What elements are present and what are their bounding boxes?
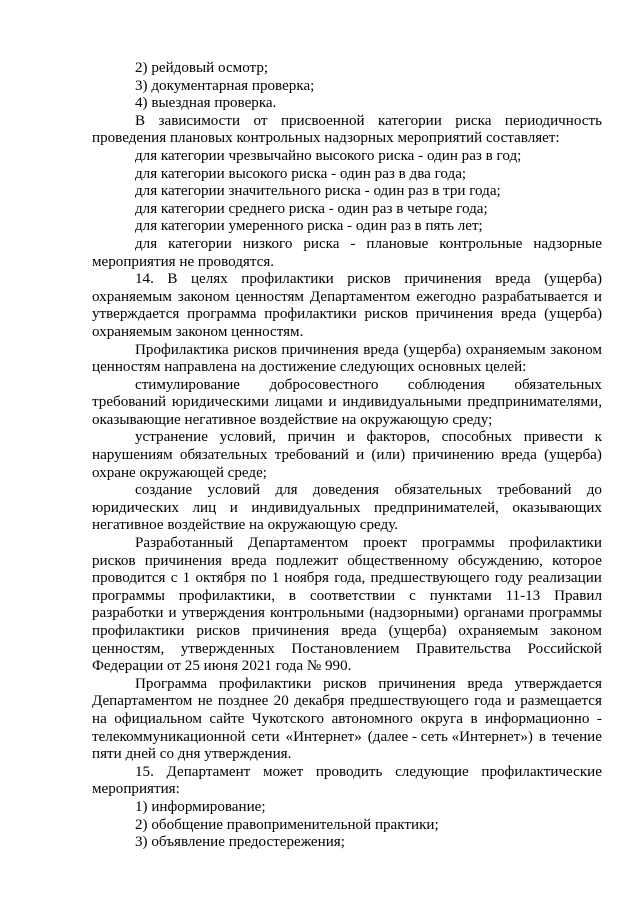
line-text: для категории среднего риска - один раз в четыре года;: [135, 200, 488, 217]
word: вреда: [501, 447, 537, 464]
word: декабря: [294, 693, 345, 710]
text-line: [92, 746, 602, 764]
word: следующие: [395, 763, 469, 780]
word: (ущерба): [544, 306, 602, 323]
word: пунктами: [429, 587, 492, 604]
word: 1: [271, 570, 280, 587]
word: году: [494, 570, 523, 587]
word: с: [170, 570, 178, 587]
word: и: [328, 394, 337, 411]
word: утверждается: [92, 306, 180, 323]
word: предпринимателями,: [467, 394, 602, 411]
word: добросовестного: [269, 376, 379, 393]
word: вреда: [363, 341, 399, 358]
word: разрабатывается: [482, 288, 588, 305]
line-text: мероприятия:: [92, 781, 180, 798]
word: оказывающих: [512, 499, 602, 516]
word: рисков: [323, 675, 367, 692]
word: стимулирование: [135, 376, 240, 393]
line-text: ценностям направлена на достижение следующих основных целей:: [92, 359, 527, 376]
word: (или): [371, 447, 406, 464]
word: официальном: [114, 710, 202, 727]
word: утвержденных: [180, 640, 275, 657]
text-line: [92, 218, 602, 236]
word: устранение: [135, 429, 208, 446]
word: ежегодно: [416, 288, 477, 305]
line-text: для категории значительного риска - один раз в три года;: [135, 183, 501, 200]
word: Разработанный: [135, 535, 234, 552]
text-line: [92, 78, 602, 96]
text-line: [92, 447, 602, 465]
word: Российской: [527, 640, 602, 657]
word: для: [275, 482, 298, 499]
word: вреда: [341, 623, 377, 639]
word: охраняемым: [458, 623, 539, 639]
word: профилактические: [481, 763, 602, 780]
word: проект: [363, 535, 407, 552]
line-text: Федерации от 25 июня 2021 года № 990.: [92, 658, 352, 675]
text-line: [92, 254, 602, 272]
word: Департаментом: [309, 288, 411, 305]
line-text: 2) обобщение правоприменительной практики;: [135, 816, 439, 833]
word: Программа: [135, 675, 208, 692]
line-text: мероприятия не проводятся.: [92, 253, 275, 270]
word: программа: [187, 306, 257, 323]
word: причинения: [378, 675, 456, 692]
word: в: [470, 710, 478, 727]
word: общественному: [347, 552, 449, 569]
word: предпринимателей,: [374, 499, 499, 516]
word: риска: [455, 112, 492, 129]
word: года: [474, 693, 502, 710]
document-body: [92, 60, 602, 852]
word: -: [350, 235, 356, 252]
word: юридических: [92, 499, 179, 516]
word: подлежит: [275, 552, 339, 569]
text-line: [92, 711, 602, 729]
word: категории: [378, 112, 442, 129]
word: категории: [168, 235, 232, 252]
word: 20: [273, 693, 289, 710]
text-line: [92, 95, 602, 113]
word: года,: [334, 570, 366, 587]
word: течение: [551, 728, 602, 745]
word: лиц: [192, 499, 217, 516]
word: утверждается: [514, 675, 602, 692]
word: причинения: [281, 341, 359, 358]
word: Постановлением: [291, 640, 400, 657]
word: в: [288, 587, 297, 604]
text-line: [92, 834, 602, 852]
word: (ущерба): [388, 623, 447, 639]
word: Департаментом: [248, 535, 349, 552]
word: рисков: [196, 623, 240, 639]
word: В: [167, 271, 178, 288]
word: охраняемым: [465, 341, 546, 358]
word: сайте: [209, 710, 245, 727]
word: может: [262, 763, 304, 780]
word: Департамент: [166, 763, 251, 780]
word: рисков: [364, 306, 409, 323]
word: (ущерба): [544, 447, 602, 464]
text-line: [92, 641, 602, 659]
word: «Интернет»: [285, 728, 362, 745]
text-line: [92, 429, 602, 447]
line-text: для категории высокого риска - один раз в два года;: [135, 165, 467, 182]
text-line: [92, 799, 602, 817]
word: профилактики: [509, 535, 602, 552]
text-line: [92, 553, 602, 571]
word: профилактики,: [178, 587, 276, 604]
word: законом: [177, 288, 230, 305]
word: периодичность: [504, 112, 602, 129]
word: обязательных: [179, 447, 268, 464]
text-line: [92, 166, 602, 184]
word: требований: [497, 482, 572, 499]
word: проводить: [315, 763, 383, 780]
word: (ущерба): [403, 341, 462, 358]
word: сети: [251, 728, 280, 745]
word: индивидуальными: [342, 394, 462, 411]
text-line: [92, 817, 602, 835]
word: надзорные: [533, 235, 602, 252]
word: профилактики: [92, 623, 185, 639]
text-line: [92, 236, 602, 254]
text-line: [92, 271, 602, 289]
line-text: 1) информирование;: [135, 798, 266, 815]
line-text: 4) выездная проверка.: [135, 95, 277, 112]
word: 1: [182, 570, 191, 587]
word: вреда: [467, 675, 503, 692]
word: Правительства: [416, 640, 512, 657]
word: законом: [550, 623, 602, 639]
word: риска: [303, 235, 340, 252]
word: причинения: [251, 623, 330, 639]
word: 14.: [135, 271, 154, 288]
text-line: [92, 676, 602, 694]
line-text: охране окружающей среде;: [92, 464, 267, 481]
word: программы: [529, 605, 602, 622]
word: нарушениям: [92, 447, 173, 464]
word: Профилактика: [135, 341, 229, 358]
word: ноября: [284, 570, 329, 587]
word: предшествующего: [349, 693, 469, 710]
word: обязательных: [394, 482, 482, 499]
line-text: негативное воздействие на окружающую среду.: [92, 517, 399, 534]
text-line: [92, 324, 602, 342]
word: факторов,: [366, 429, 431, 446]
word: законом: [550, 341, 602, 358]
line-text: 2) рейдовый осмотр;: [135, 60, 269, 76]
word: юридическими: [171, 394, 269, 411]
word: с: [409, 587, 416, 604]
word: для: [135, 235, 158, 252]
word: предшествующего: [370, 570, 490, 587]
word: разработки: [92, 605, 164, 622]
text-line: [92, 605, 602, 623]
line-text: охраняемым законом ценностям.: [92, 323, 304, 340]
line-text: 3) объявление предостережения;: [135, 834, 345, 851]
text-line: [92, 394, 602, 412]
text-line: [92, 658, 602, 676]
word: требований: [92, 394, 167, 411]
word: октября: [195, 570, 246, 587]
word: на: [92, 710, 107, 727]
text-line: [92, 517, 602, 535]
word: 15.: [135, 763, 154, 780]
word: создание: [135, 482, 193, 499]
text-line: [92, 588, 602, 606]
word: программы: [421, 535, 495, 552]
word: Чукотского: [251, 710, 325, 727]
text-line: [92, 729, 602, 747]
word: привести: [523, 429, 583, 446]
word: присвоенной: [280, 112, 365, 129]
word: ценностям,: [92, 640, 165, 657]
text-line: [92, 500, 602, 518]
word: способных: [441, 429, 513, 446]
word: соблюдения: [407, 376, 485, 393]
word: лицами: [274, 394, 323, 411]
text-line: [92, 693, 602, 711]
word: информационно: [485, 710, 590, 727]
text-line: [92, 130, 602, 148]
word: соответствии: [309, 587, 396, 604]
word: низкого: [242, 235, 293, 252]
word: рисков: [233, 341, 277, 358]
line-text: для категории чрезвычайно высокого риска - один раз в год;: [135, 147, 522, 164]
word: (ущерба): [544, 271, 602, 288]
word: профилактики: [241, 271, 334, 288]
word: программы: [92, 587, 165, 604]
word: контрольными: [269, 605, 365, 622]
word: условий,: [219, 429, 276, 446]
word: и: [229, 499, 238, 516]
text-line: [92, 623, 602, 641]
word: причинения: [404, 271, 482, 288]
word: рисков: [347, 271, 391, 288]
text-line: [92, 377, 602, 395]
word: Правил: [554, 587, 602, 604]
word: контрольные: [439, 235, 523, 252]
word: от: [253, 112, 268, 129]
word: к: [594, 429, 602, 446]
word: профилактики: [218, 675, 312, 692]
line-text: для категории умеренного риска - один раз в пять лет;: [135, 218, 483, 235]
text-line: [92, 535, 602, 553]
text-line: [92, 482, 602, 500]
text-line: [92, 289, 602, 307]
line-text: проведения плановых контрольных надзорных мероприятий составляет:: [92, 130, 560, 147]
word: автономного: [331, 710, 413, 727]
text-line: [92, 781, 602, 799]
word: и: [356, 447, 365, 464]
word: требований: [274, 447, 349, 464]
word: профилактики: [264, 306, 357, 323]
word: причинения: [144, 552, 222, 569]
word: (далее - сеть «Интернет»): [367, 728, 533, 745]
word: и: [593, 288, 602, 305]
text-line: [92, 412, 602, 430]
text-line: [92, 201, 602, 219]
word: которое: [552, 552, 602, 569]
word: причинения: [415, 306, 494, 323]
word: 11-13: [505, 587, 541, 604]
text-line: [92, 465, 602, 483]
text-line: [92, 113, 602, 131]
word: реализации: [528, 570, 602, 587]
text-line: [92, 148, 602, 166]
word: вреда: [495, 271, 531, 288]
word: органами: [463, 605, 525, 622]
text-line: [92, 342, 602, 360]
word: зависимости: [158, 112, 241, 129]
word: и: [506, 693, 515, 710]
word: вреда: [231, 552, 267, 569]
word: рисков: [92, 552, 136, 569]
word: округа: [420, 710, 463, 727]
word: условий: [207, 482, 261, 499]
word: причин: [287, 429, 336, 446]
word: охраняемым: [92, 288, 172, 305]
word: причинению: [412, 447, 494, 464]
word: Департаментом: [92, 693, 193, 710]
word: и: [346, 429, 355, 446]
text-line: [92, 570, 602, 588]
word: (надзорными): [369, 605, 459, 622]
text-line: [92, 183, 602, 201]
word: вреда: [500, 306, 537, 323]
word: позднее: [217, 693, 269, 710]
word: в: [538, 728, 546, 745]
word: индивидуальных: [251, 499, 361, 516]
word: обсуждению,: [457, 552, 543, 569]
line-text: 3) документарная проверка;: [135, 77, 315, 94]
word: целях: [190, 271, 228, 288]
word: до: [586, 482, 602, 499]
word: доведения: [312, 482, 380, 499]
word: проводится: [92, 570, 166, 587]
line-text: оказывающие негативное воздействие на окружающую среду;: [92, 411, 493, 428]
word: и: [168, 605, 177, 622]
line-text: пяти дней со дня утверждения.: [92, 746, 292, 763]
word: не: [197, 693, 213, 710]
word: телекоммуникационной: [92, 728, 246, 745]
text-line: [92, 764, 602, 782]
word: плановые: [366, 235, 429, 252]
text-line: [92, 306, 602, 324]
word: обязательных: [514, 376, 602, 393]
word: В: [135, 112, 146, 129]
word: -: [596, 710, 602, 727]
word: размещается: [520, 693, 602, 710]
text-line: [92, 60, 602, 78]
word: по: [250, 570, 267, 587]
word: ценностям: [235, 288, 304, 305]
word: утверждения: [181, 605, 265, 622]
text-line: [92, 359, 602, 377]
